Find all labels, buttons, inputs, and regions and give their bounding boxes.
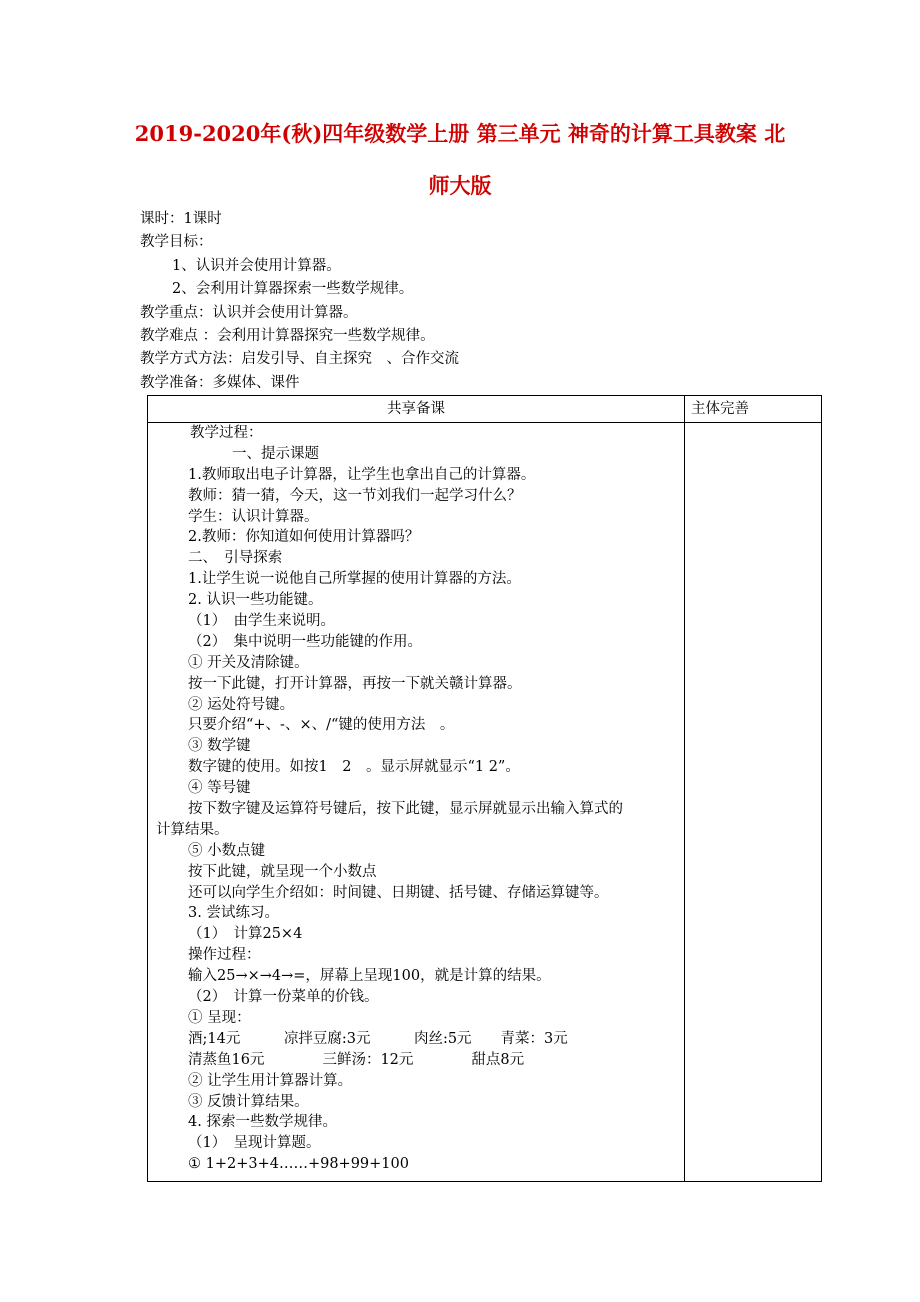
teaching-process xyxy=(156,423,680,1175)
teaching-prep: 教学准备：多媒体、课件 xyxy=(140,374,300,391)
process-line: 只要介绍“+、-、×、/“键的使用方法 。 xyxy=(188,717,455,734)
process-line: ① 1+2+3+4……+98+99+100 xyxy=(188,1156,409,1173)
process-line: ④ 等号键 xyxy=(188,780,251,797)
header-shared-prep: 共享备课 xyxy=(387,401,445,417)
process-line: 一、提示课题 xyxy=(232,445,319,462)
column-divider xyxy=(684,396,685,1181)
process-line: （1） 计算25×4 xyxy=(188,926,303,943)
header-main-improve: 主体完善 xyxy=(691,401,749,417)
process-line: 计算结果。 xyxy=(156,821,229,838)
process-line: 2.教师：你知道如何使用计算器吗？ xyxy=(188,529,420,546)
process-line: 4. 探索一些数学规律。 xyxy=(188,1114,337,1131)
process-line: ① 呈现： xyxy=(188,1009,251,1026)
class-hours: 课时：1课时 xyxy=(140,211,222,227)
process-line: （2） 集中说明一些功能键的作用。 xyxy=(188,633,422,650)
process-line: （1） 呈现计算题。 xyxy=(188,1135,321,1152)
process-line: 1.让学生说一说他自己所掌握的使用计算器的方法。 xyxy=(188,571,521,588)
goal-1: 1、认识并会使用计算器。 xyxy=(172,257,341,274)
goals-label: 教学目标： xyxy=(140,234,213,251)
process-line: 学生：认识计算器。 xyxy=(188,508,319,525)
document-title-line-1: 2019-2020年(秋)四年级数学上册 第三单元 神奇的计算工具教案 北 xyxy=(134,121,786,146)
process-line: 数字键的使用。如按1 2 。显示屏就显示“1 2”。 xyxy=(188,759,520,776)
lesson-meta xyxy=(140,208,820,395)
difficulty: 教学难点 ：会利用计算器探究一些数学规律。 xyxy=(140,327,435,344)
goal-2: 2、会利用计算器探索一些数学规律。 xyxy=(172,281,414,298)
process-line: 二、 引导探索 xyxy=(188,550,283,567)
process-line: ① 开关及清除键。 xyxy=(188,654,309,671)
process-line: ③ 反馈计算结果。 xyxy=(188,1093,309,1110)
lesson-table xyxy=(147,395,822,1182)
key-point: 教学重点：认识并会使用计算器。 xyxy=(140,304,358,321)
process-line: 教师：猜一猜，今天，这一节刘我们一起学习什么？ xyxy=(188,487,522,504)
teaching-method: 教学方式方法：启发引导、自主探究 、合作交流 xyxy=(140,351,459,368)
process-line: 输入25→×→4→=，屏幕上呈现100，就是计算的结果。 xyxy=(188,968,551,985)
process-line: 按下此键，就呈现一个小数点 xyxy=(188,863,377,880)
process-line: ③ 数学键 xyxy=(188,738,251,755)
process-line: ⑤ 小数点键 xyxy=(188,842,266,859)
process-line: 3. 尝试练习。 xyxy=(188,905,279,922)
process-line: 教学过程： xyxy=(190,425,263,441)
process-line: （2） 计算一份菜单的价钱。 xyxy=(188,989,379,1006)
process-line: 操作过程： xyxy=(188,947,261,964)
process-line: 酒;14元 凉拌豆腐:3元 肉丝:5元 青菜：3元 xyxy=(188,1030,568,1047)
document-title-line-2: 师大版 xyxy=(428,173,492,198)
process-line: 还可以向学生介绍如：时间键、日期键、括号键、存储运算键等。 xyxy=(188,884,609,901)
process-line: （1） 由学生来说明。 xyxy=(188,613,335,630)
table-header-row xyxy=(148,396,821,423)
process-line: 2. 认识一些功能键。 xyxy=(188,592,323,609)
process-line: 按一下此键，打开计算器，再按一下就关赣计算器。 xyxy=(188,675,522,692)
process-line: 按下数字键及运算符号键后，按下此键，显示屏就显示出输入算式的 xyxy=(188,801,623,818)
process-line: ② 运处符号键。 xyxy=(188,696,295,713)
process-line: 1.教师取出电子计算器，让学生也拿出自己的计算器。 xyxy=(188,466,536,483)
process-line: ② 让学生用计算器计算。 xyxy=(188,1072,353,1089)
process-line: 清蒸鱼16元 三鲜汤：12元 甜点8元 xyxy=(188,1051,525,1068)
